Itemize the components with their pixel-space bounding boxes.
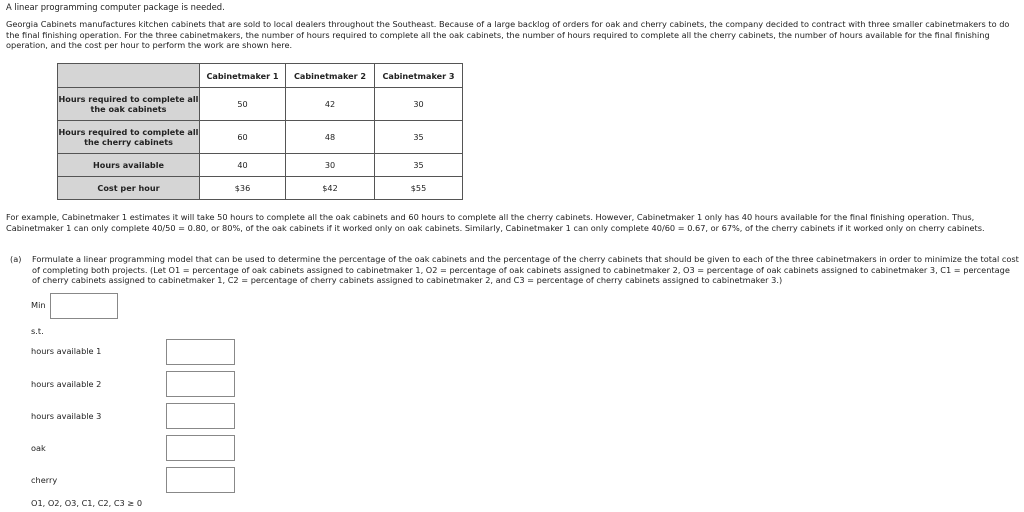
table-cell: $55 <box>375 177 463 200</box>
example-paragraph: For example, Cabinetmaker 1 estimates it will take 50 hours to complete all the oak cabinets and 60 hours to complete all the cherry cabinets. However, Cabinetmaker 1 only has 40 hours available for the final finishing operation. Thus, Cabinetmaker 1 can only complete 40/50 = 0.80, or 80%, of the oak cabinets if it worked only on oak cabinets. Similarly, Cabinetmaker 1 can only complete 40/60 = 0.67, or 67%, of the cherry cabinets if it worked only on cherry cabinets. <box>6 212 985 233</box>
nonnegativity-constraint: O1, O2, O3, C1, C2, C3 ≥ 0 <box>31 498 143 508</box>
table-cell: 48 <box>286 121 375 154</box>
table-cell: 30 <box>375 88 463 121</box>
cabinetmaker-table <box>57 63 463 200</box>
table-cell: 35 <box>375 121 463 154</box>
table-row <box>58 177 463 200</box>
table-cell: 30 <box>286 154 375 177</box>
table-row-label: Hours required to complete all the oak cabinets <box>58 88 200 121</box>
constraint-label-cherry: cherry <box>31 475 58 485</box>
table-cell: 35 <box>375 154 463 177</box>
table-header-cell: Cabinetmaker 3 <box>375 64 463 88</box>
constraint-input-oak[interactable] <box>166 435 235 461</box>
constraint-label-hours-3: hours available 3 <box>31 411 102 421</box>
table-row <box>58 88 463 121</box>
table-row <box>58 154 463 177</box>
table-cell: $36 <box>200 177 286 200</box>
objective-input[interactable] <box>50 293 118 319</box>
table-row-label: Hours available <box>58 154 200 177</box>
table-row-label: Hours required to complete all the cherry cabinets <box>58 121 200 154</box>
constraint-input-hours-2[interactable] <box>166 371 235 397</box>
table-cell: 40 <box>200 154 286 177</box>
intro-paragraph: Georgia Cabinets manufactures kitchen cabinets that are sold to local dealers throughout the Southeast. Because of a large backlog of orders for oak and cherry cabinets, the company decided to contract with three smaller cabinetmakers to do the final finishing operation. For the three cabinetmakers, the number of hours required to complete all the oak cabinets, the number of hours required to complete all the cherry cabinets, the number of hours available for the final finishing operation, and the cost per hour to perform the work are shown here. <box>6 19 1010 50</box>
constraint-input-hours-1[interactable] <box>166 339 235 365</box>
intro-first-line: A linear programming computer package is needed. <box>6 2 225 12</box>
constraint-label-hours-2: hours available 2 <box>31 379 102 389</box>
st-label: s.t. <box>31 326 44 336</box>
part-a-tag: (a) <box>10 254 22 264</box>
table-corner-cell <box>58 64 200 88</box>
table-cell: 60 <box>200 121 286 154</box>
part-a-question <box>10 254 1020 286</box>
min-label: Min <box>31 300 46 310</box>
table-header-row <box>58 64 463 88</box>
intro-block <box>6 2 1018 51</box>
table-cell: 50 <box>200 88 286 121</box>
table-header-cell: Cabinetmaker 2 <box>286 64 375 88</box>
constraint-label-oak: oak <box>31 443 46 453</box>
part-a-text: Formulate a linear programming model that can be used to determine the percentage of the oak cabinets and the percentage of the cherry cabinets that should be given to each of the three cabinetmakers in order to minimize the total cost of completing both projects. (Let O1 = percentage of oak cabinets assigned to cabinetmaker 1, O2 = percentage of oak cabinets assigned to cabinetmaker 2, O3 = percentage of oak cabinets assigned to cabinetmaker 3, C1 = percentage of cherry cabinets assigned to cabinetmaker 1, C2 = percentage of cherry cabinets assigned to cabinetmaker 2, and C3 = percentage of cherry cabinets assigned to cabinetmaker 3.) <box>32 254 1019 285</box>
constraint-input-cherry[interactable] <box>166 467 235 493</box>
table-header-cell: Cabinetmaker 1 <box>200 64 286 88</box>
constraint-label-hours-1: hours available 1 <box>31 346 102 356</box>
constraint-input-hours-3[interactable] <box>166 403 235 429</box>
table-cell: 42 <box>286 88 375 121</box>
table-cell: $42 <box>286 177 375 200</box>
table-row <box>58 121 463 154</box>
table-row-label: Cost per hour <box>58 177 200 200</box>
